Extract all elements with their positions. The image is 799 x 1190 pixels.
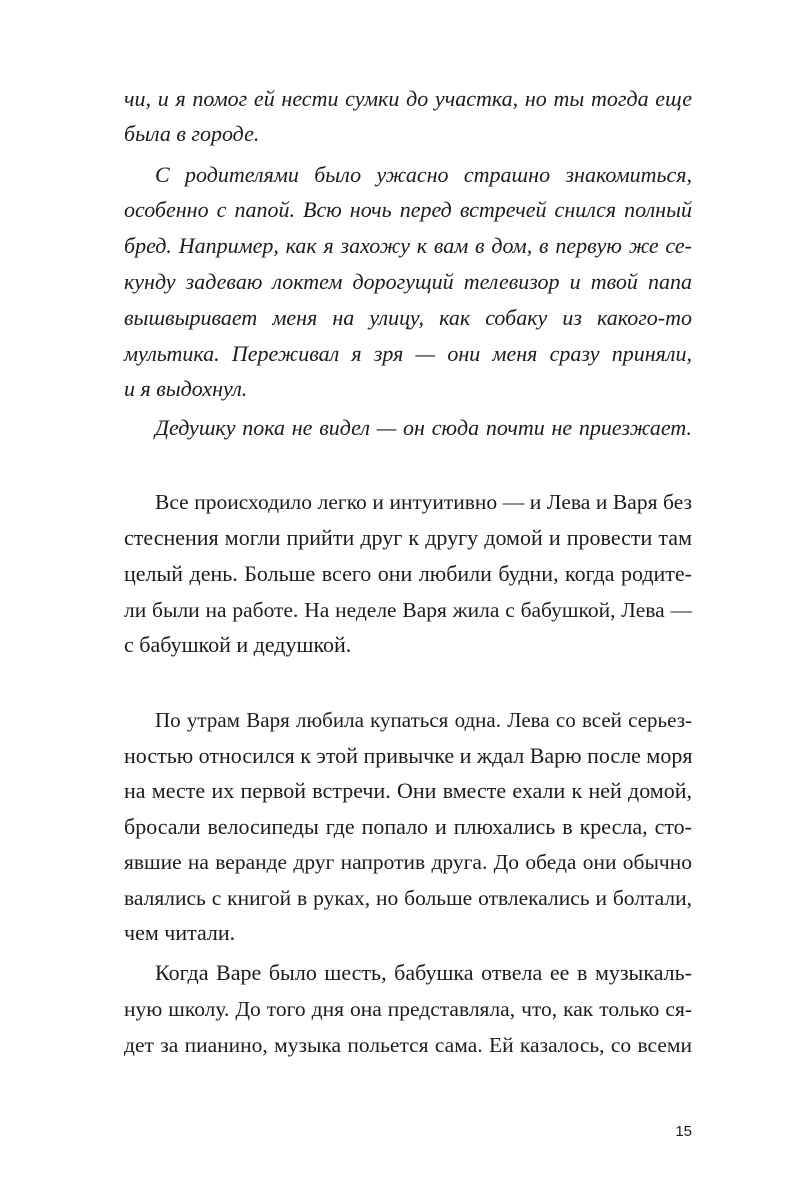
paragraph-line: на месте их первой встречи. Они вместе ехали к ней домой,	[124, 778, 692, 803]
letter-line: С родителями было ужасно страшно знакомиться,	[155, 162, 692, 187]
paragraph-line: валялись с книгой в руках, но больше отвлекались и болтали,	[124, 886, 692, 910]
paragraph-line: ностью относился к этой привычке и ждал Варю после моря	[124, 743, 693, 768]
letter-line: чи, и я помог ей нести сумки до участка, но ты тогда еще	[124, 86, 692, 111]
paragraph-line: бросали велосипеды где попало и плюхались в кресла, сто-	[124, 814, 692, 839]
letter-line: бред. Например, как я захожу к вам в дом, в первую же се-	[124, 233, 692, 258]
page-number: 15	[675, 1123, 692, 1140]
paragraph-line: целый день. Больше всего они любили будни, когда родите-	[124, 561, 692, 586]
paragraph-line: явшие на веранде друг напротив друга. До обеда они обычно	[124, 850, 692, 874]
paragraph-line: ную школу. До того дня она представляла, что, как только ся-	[124, 997, 692, 1021]
letter-line: и я выдохнул.	[124, 376, 248, 401]
letter-line: Дедушку пока не видел — он сюда почти не приезжает.	[155, 415, 692, 440]
letter-line: вышвыривает меня на улицу, как собаку из какого-то	[124, 305, 692, 330]
paragraph-line: По утрам Варя любила купаться одна. Лева со всей серьез-	[155, 708, 692, 732]
paragraph-line: чем читали.	[124, 920, 236, 945]
paragraph-line: Когда Варе было шесть, бабушка отвела ее в музыкаль-	[155, 960, 692, 985]
letter-line: особенно с папой. Всю ночь перед встречей снился полный	[124, 197, 692, 222]
paragraph-line: дет за пианино, музыка польется сама. Ей казалось, со всеми	[124, 1033, 692, 1057]
paragraph-line: стеснения могли прийти друг к другу домой и провести там	[124, 525, 692, 550]
letter-line: кунду задеваю локтем дорогущий телевизор и твой папа	[124, 269, 692, 294]
paragraph-line: с бабушкой и дедушкой.	[124, 632, 352, 657]
letter-line: была в городе.	[124, 121, 260, 146]
paragraph-line: Все происходило легко и интуитивно — и Лева и Варя без	[155, 490, 692, 514]
paragraph-line: ли были на работе. На неделе Варя жила с бабушкой, Лева —	[124, 598, 692, 622]
letter-line: мультика. Переживал я зря — они меня сразу приняли,	[124, 341, 692, 366]
